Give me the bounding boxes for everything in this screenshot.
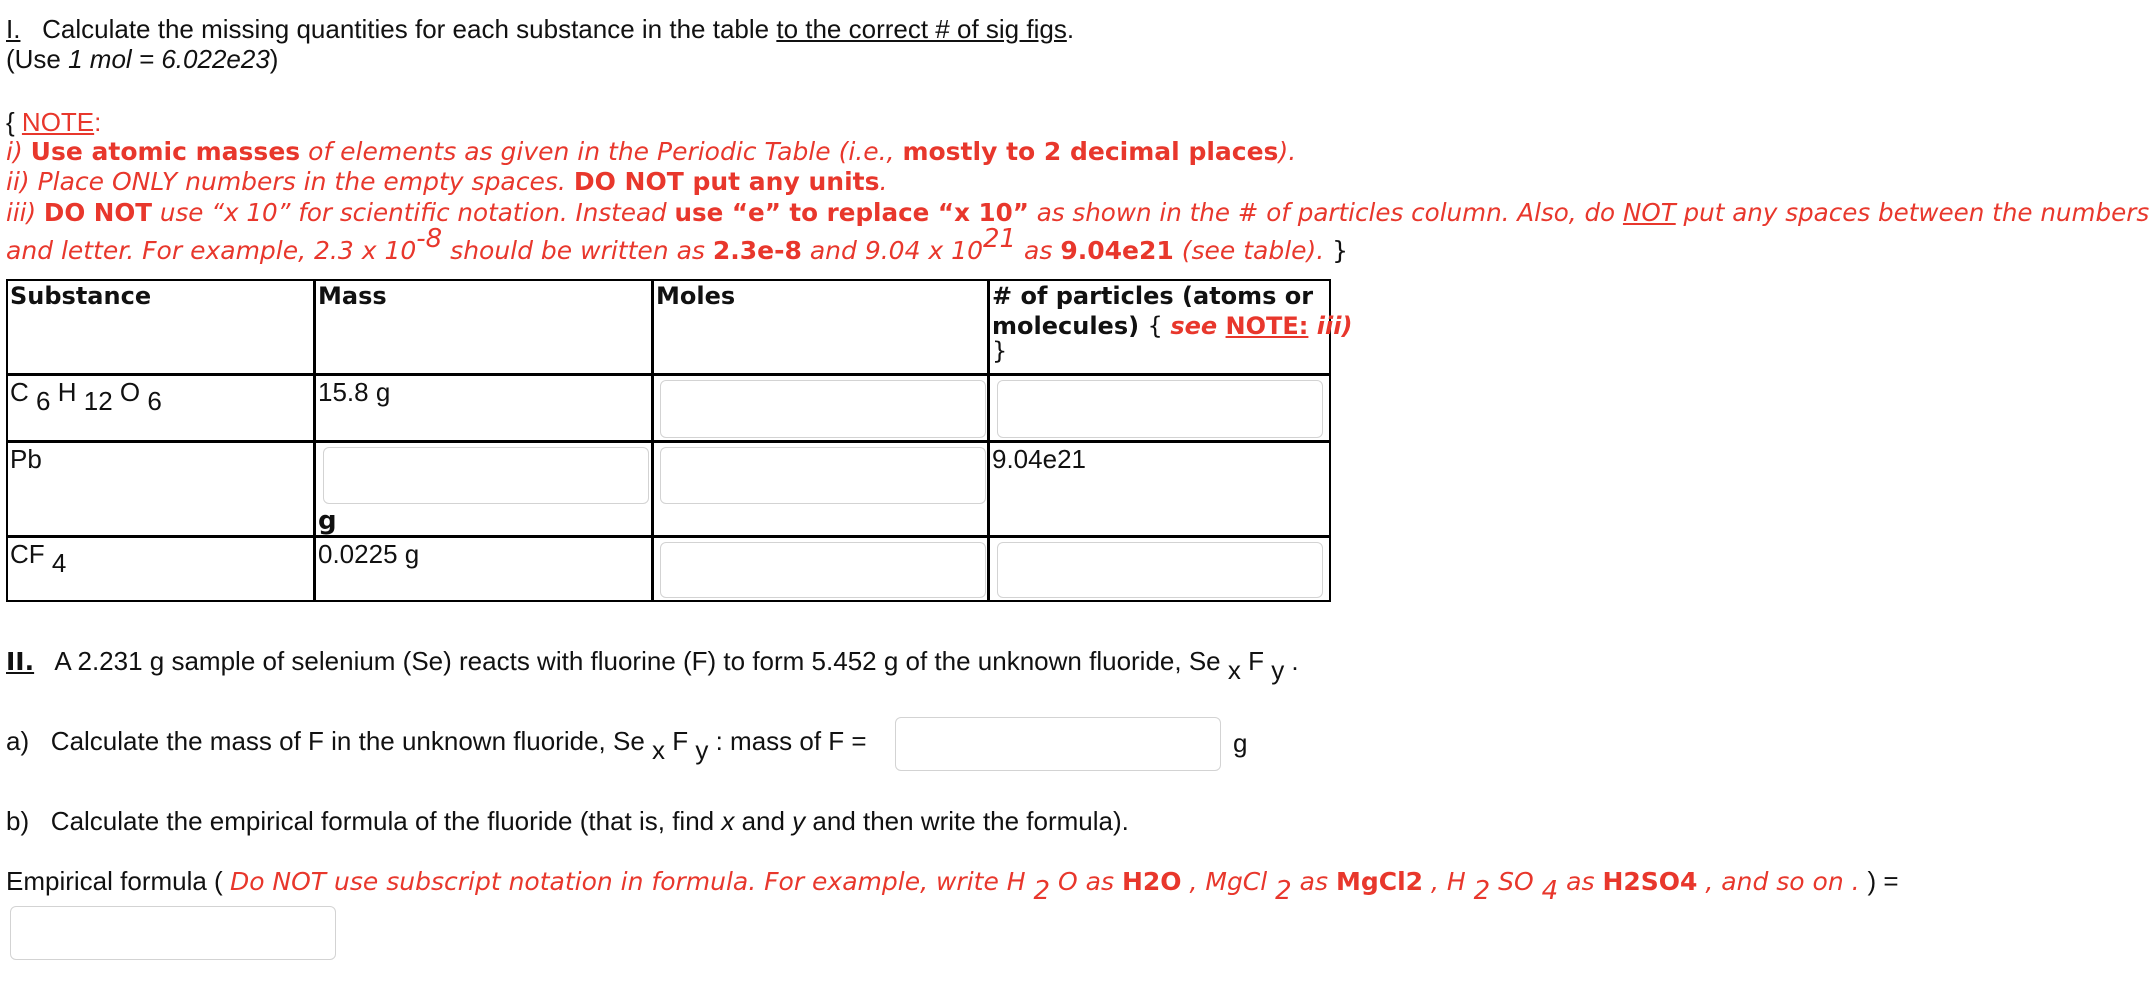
note-i-e: ).: [1278, 137, 1297, 166]
emp-mgcl2: MgCl2: [1335, 867, 1424, 896]
note-l2-b: should be written as: [442, 236, 713, 265]
note-colon: :: [94, 107, 102, 137]
row1-moles-input[interactable]: [660, 380, 986, 438]
note-iii-d: use “e” to replace “x 10”: [674, 198, 1029, 227]
use-open: (Use: [6, 44, 69, 74]
formula-element: Pb: [10, 444, 42, 474]
question-a: [6, 726, 867, 765]
note-i-a: i): [6, 137, 31, 166]
formula-element: C: [10, 377, 29, 407]
part1-intro-end: .: [1066, 14, 1075, 44]
emp-sub-4: 4: [1541, 876, 1559, 906]
note-l2-f: 9.04e21: [1060, 236, 1174, 265]
note-i-c: of elements as given in the Periodic Table (i.e.,: [300, 137, 903, 166]
mass-of-f-unit: g: [1233, 728, 1248, 758]
row3-moles-input[interactable]: [660, 542, 986, 598]
empirical-formula-input[interactable]: [10, 906, 336, 960]
question-b-y: y: [792, 806, 806, 836]
part2-text: A 2.231 g sample of selenium (Se) reacts with fluorine (F) to form 5.452 g of the unknown fluoride, Se: [54, 646, 1228, 676]
emp-h2so4: H2SO4: [1602, 867, 1698, 896]
emp-a: Empirical formula (: [6, 866, 230, 896]
part1-intro: Calculate the missing quantities for each substance in the table: [42, 14, 777, 44]
emp-j: ) =: [1867, 866, 1899, 896]
question-a-label: a): [6, 726, 30, 756]
question-b-text-a: Calculate the empirical formula of the fluoride (that is, find: [50, 806, 722, 836]
note-iii-e: as shown in the # of particles column. Also, do: [1028, 198, 1623, 227]
formula-subscript: 6: [147, 386, 162, 416]
note-iii-f: NOT: [1622, 198, 1676, 227]
part2-number: II.: [6, 647, 35, 676]
table-row-divider: [8, 440, 1329, 443]
mass-of-f-input[interactable]: [895, 717, 1221, 771]
question-a-f: F: [665, 726, 696, 756]
part2-text-end: .: [1284, 646, 1299, 676]
row2-particles: 9.04e21: [992, 444, 1086, 474]
note-l2-g: (see table).: [1173, 236, 1333, 265]
question-a-text: Calculate the mass of F in the unknown fluoride, Se: [50, 726, 653, 756]
emp-f: , H: [1423, 867, 1474, 896]
note-iii-c: use “x 10” for scientific notation. Instead: [152, 198, 675, 227]
empirical-formula-line: [6, 866, 1899, 906]
emp-h2o: H2O: [1121, 867, 1182, 896]
header-particles-line2: [992, 311, 1352, 341]
note-ii-a: ii) Place ONLY numbers in the empty spaces.: [6, 167, 574, 196]
note-item-iii-cont: [6, 224, 1349, 266]
formula-element: O: [119, 377, 141, 407]
emp-h: as: [1558, 867, 1603, 896]
note-i-d: mostly to 2 decimal places: [902, 137, 1279, 166]
question-b: [6, 806, 1129, 836]
header-particles-see: see: [1170, 312, 1226, 340]
part2-sub-x: x: [1227, 655, 1241, 685]
emp-e: as: [1291, 867, 1336, 896]
emp-c: O as: [1050, 867, 1122, 896]
row2-mass-input[interactable]: [323, 447, 649, 504]
substance-table: [6, 279, 1353, 602]
question-b-label: b): [6, 806, 30, 836]
use-value: 1 mol = 6.022e23: [68, 44, 270, 74]
formula-subscript: 12: [83, 386, 113, 416]
row1-particles-input[interactable]: [997, 380, 1323, 438]
note-brace-open: {: [6, 107, 22, 137]
note-l2-c: 2.3e-8: [712, 236, 802, 265]
header-particles-line1: # of particles (atoms or: [992, 282, 1314, 310]
question-b-text-c: and then write the formula).: [805, 806, 1129, 836]
header-particles: [992, 281, 1353, 365]
note-iii-g: put any spaces between the numbers: [1675, 198, 2149, 227]
row2-formula: [10, 444, 42, 474]
header-mass: Mass: [318, 282, 387, 310]
table-row-divider: [8, 373, 1329, 376]
question-b-text-b: and: [734, 806, 793, 836]
row1-formula: [10, 377, 162, 416]
header-moles: Moles: [656, 282, 736, 310]
header-particles-brace: {: [1147, 312, 1171, 340]
header-particles-b: molecules): [992, 312, 1148, 340]
note-heading: [6, 107, 101, 137]
row2-mass-unit: g: [318, 506, 337, 536]
note-l2-e: as: [1016, 236, 1061, 265]
question-b-x: x: [721, 806, 735, 836]
part1-heading: [6, 14, 1074, 44]
header-substance: Substance: [10, 282, 152, 310]
part2-heading: [6, 646, 1299, 685]
formula-subscript: 6: [36, 386, 51, 416]
note-brace-close: }: [1332, 236, 1349, 265]
header-particles-close: }: [992, 337, 1008, 365]
row1-mass: 15.8 g: [318, 377, 391, 407]
row2-moles-input[interactable]: [660, 447, 986, 504]
note-ii-c: .: [879, 167, 888, 196]
part1-sigfigs: to the correct # of sig figs: [776, 14, 1067, 44]
use-close: ): [269, 44, 279, 74]
note-ii-b: DO NOT put any units: [573, 167, 880, 196]
formula-element: CF: [10, 539, 45, 569]
note-i-b: Use atomic masses: [30, 137, 301, 166]
row3-formula: [10, 539, 67, 578]
formula-element: H: [57, 377, 77, 407]
emp-sub-2b: 2: [1275, 876, 1292, 906]
emp-i: , and so on .: [1697, 867, 1868, 896]
emp-d: , MgCl: [1181, 867, 1276, 896]
note-l2-a: and letter. For example, 2.3 x 10: [6, 236, 417, 265]
note-iii-a: iii): [6, 198, 44, 227]
note-l2-sup2: 21: [982, 224, 1017, 254]
note-iii-b: DO NOT: [43, 198, 153, 227]
question-a-sub-x: x: [652, 735, 666, 765]
part2-sub-y: y: [1271, 655, 1285, 685]
note-l2-d: and 9.04 x 10: [801, 236, 983, 265]
row3-particles-input[interactable]: [997, 542, 1323, 598]
header-particles-iii: iii): [1308, 312, 1353, 340]
header-particles-note: NOTE:: [1225, 312, 1309, 340]
emp-sub-2a: 2: [1033, 876, 1051, 906]
row3-mass: 0.0225 g: [318, 539, 420, 569]
emp-sub-2c: 2: [1473, 876, 1491, 906]
note-label: NOTE: [21, 107, 95, 137]
emp-g: SO: [1490, 867, 1542, 896]
emp-b: Do NOT use subscript notation in formula. For example, write H: [229, 867, 1034, 896]
note-l2-sup1: -8: [416, 224, 443, 254]
table-row-divider: [8, 535, 1329, 538]
part1-use-line: [6, 44, 278, 74]
question-a-sub-y: y: [695, 735, 709, 765]
part2-text-f: F: [1240, 646, 1272, 676]
question-a-end: : mass of F =: [708, 726, 867, 756]
note-item-ii: [6, 167, 887, 197]
note-item-iii: [6, 198, 2149, 228]
formula-subscript: 4: [51, 548, 67, 578]
part1-number: I.: [6, 14, 21, 44]
note-item-i: [6, 137, 1296, 167]
